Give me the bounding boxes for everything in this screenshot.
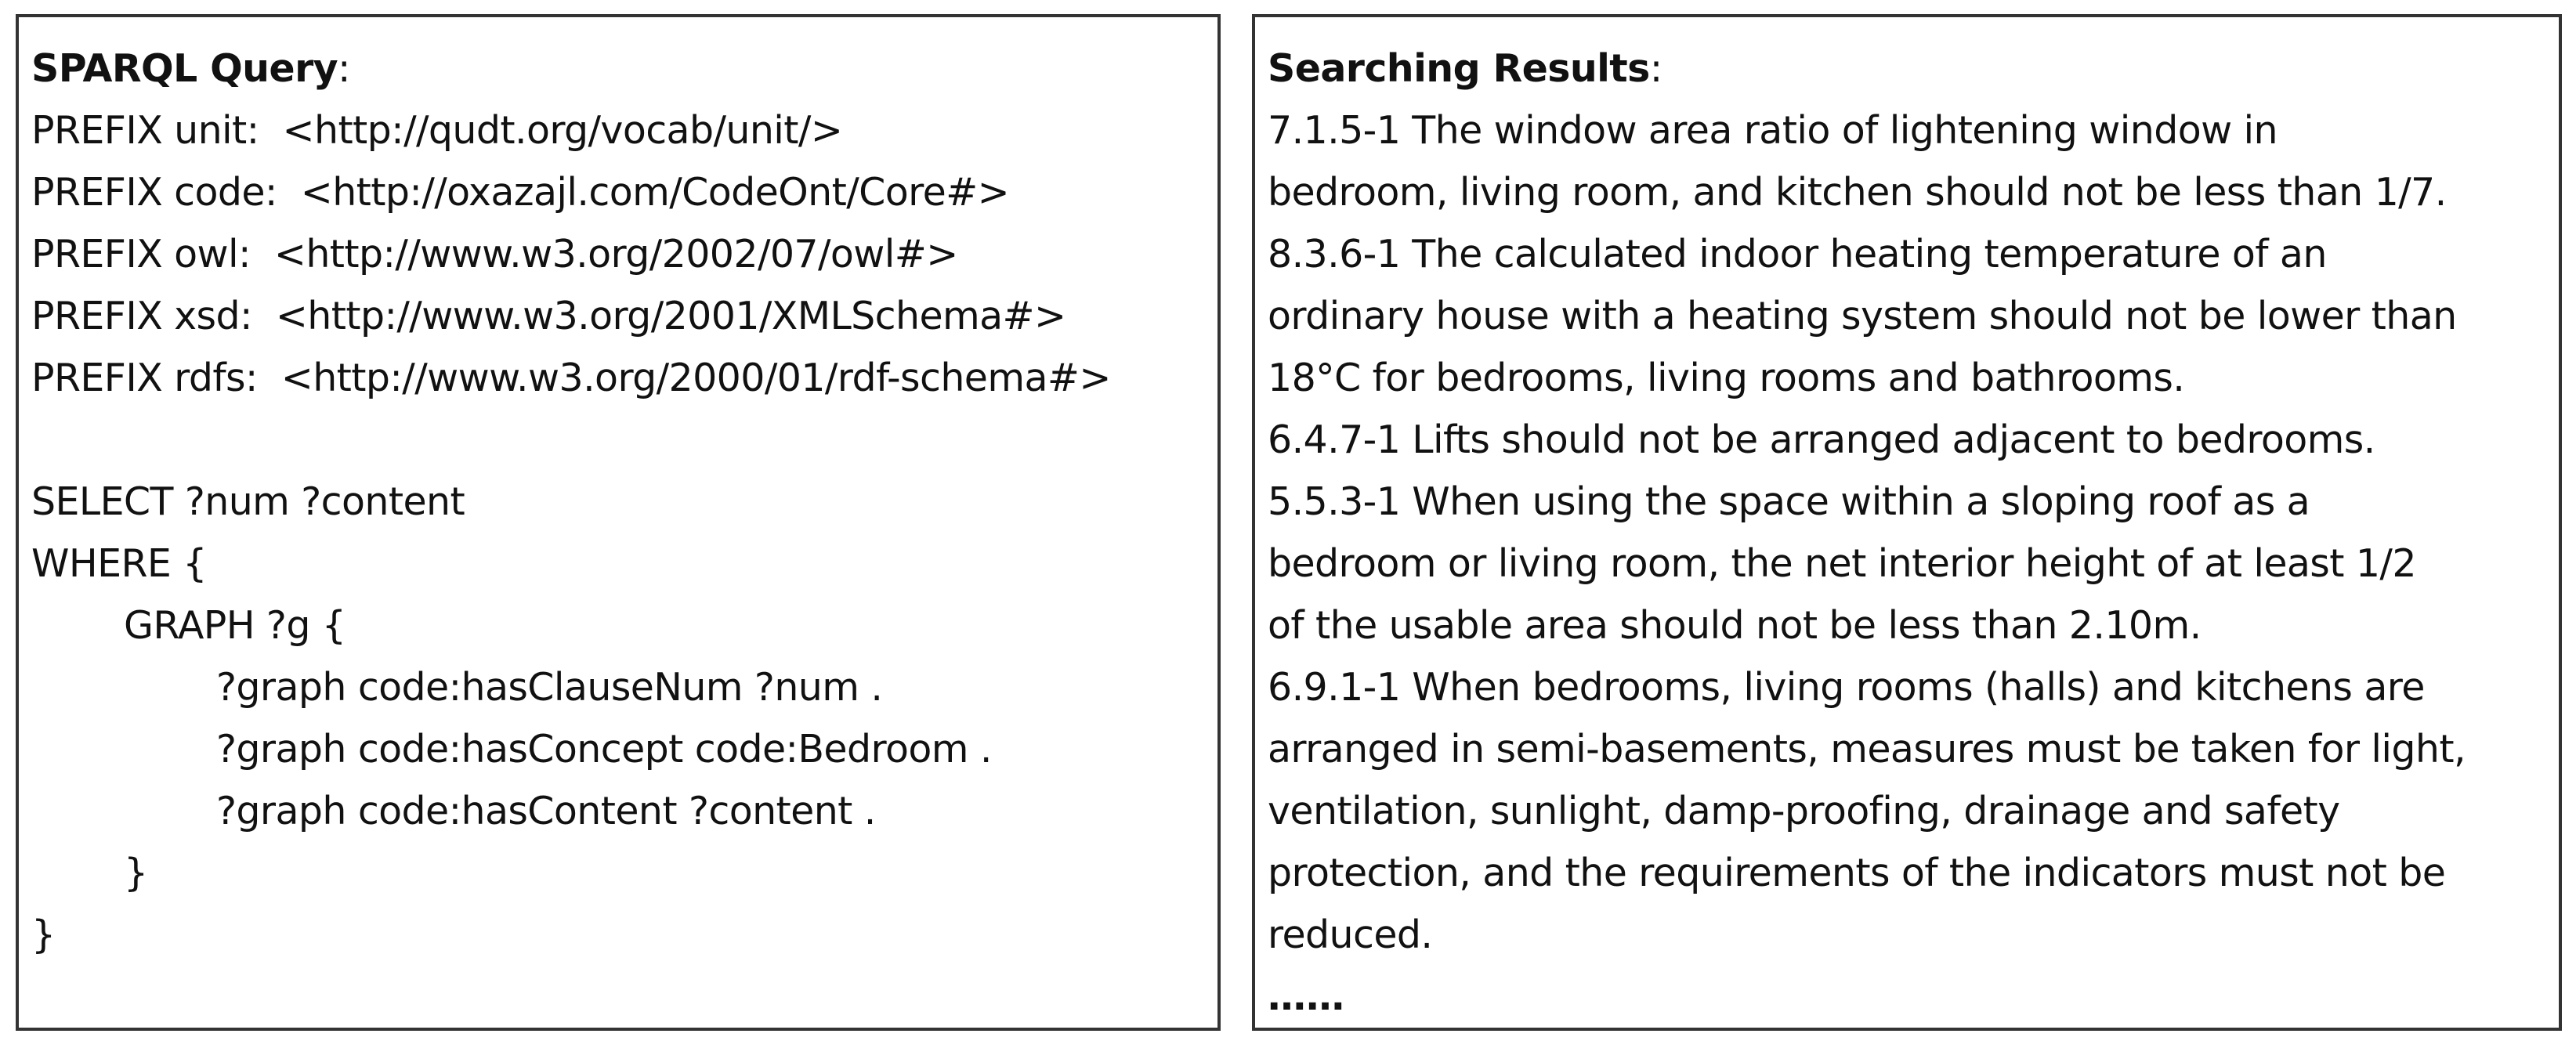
result-line: bedroom or living room, the net interior height of at least 1/2 xyxy=(1268,541,2416,586)
prefix-line: PREFIX unit: <http://qudt.org/vocab/unit/> xyxy=(31,108,843,153)
prefix-line: PREFIX xsd: <http://www.w3.org/2001/XMLSchema#> xyxy=(31,294,1066,338)
triple-pattern: ?graph code:hasConcept code:Bedroom . xyxy=(216,727,992,772)
triple-pattern: ?graph code:hasContent ?content . xyxy=(216,789,876,833)
sparql-query-text xyxy=(31,38,1210,966)
prefix-line: PREFIX code: <http://oxazajl.com/CodeOnt/Core#> xyxy=(31,170,1010,215)
result-line: protection, and the requirements of the indicators must not be xyxy=(1268,851,2446,895)
graph-open: GRAPH ?g { xyxy=(124,603,346,648)
result-line: 5.5.3-1 When using the space within a sloping roof as a xyxy=(1268,479,2310,524)
prefix-line: PREFIX rdfs: <http://www.w3.org/2000/01/rdf-schema#> xyxy=(31,356,1111,400)
result-line: 7.1.5-1 The window area ratio of lightening window in xyxy=(1268,108,2278,153)
where-clause: WHERE { xyxy=(31,541,207,586)
result-line: ordinary house with a heating system should not be lower than xyxy=(1268,294,2457,338)
more-results-ellipsis: …… xyxy=(1268,974,1344,1019)
select-clause: SELECT ?num ?content xyxy=(31,479,465,524)
result-line: 6.9.1-1 When bedrooms, living rooms (halls) and kitchens are xyxy=(1268,665,2425,710)
result-line: arranged in semi-basements, measures must be taken for light, xyxy=(1268,727,2466,772)
searching-results-panel xyxy=(1252,14,2562,1031)
blank-line xyxy=(31,409,1210,471)
result-line: bedroom, living room, and kitchen should not be less than 1/7. xyxy=(1268,170,2447,215)
result-line: of the usable area should not be less than 2.10m. xyxy=(1268,603,2202,648)
sparql-query-panel xyxy=(16,14,1221,1031)
sparql-query-heading: SPARQL Query: xyxy=(31,46,350,91)
result-line: 8.3.6-1 The calculated indoor heating temperature of an xyxy=(1268,232,2327,276)
searching-results-heading: Searching Results: xyxy=(1268,46,1662,91)
where-close: } xyxy=(31,912,56,957)
prefix-line: PREFIX owl: <http://www.w3.org/2002/07/owl#> xyxy=(31,232,958,276)
searching-results-text xyxy=(1268,38,2551,1028)
graph-close: } xyxy=(124,851,148,895)
result-line: reduced. xyxy=(1268,912,1433,957)
result-line: 6.4.7-1 Lifts should not be arranged adjacent to bedrooms. xyxy=(1268,417,2375,462)
result-line: ventilation, sunlight, damp-proofing, drainage and safety xyxy=(1268,789,2340,833)
result-line: 18°C for bedrooms, living rooms and bathrooms. xyxy=(1268,356,2185,400)
triple-pattern: ?graph code:hasClauseNum ?num . xyxy=(216,665,883,710)
